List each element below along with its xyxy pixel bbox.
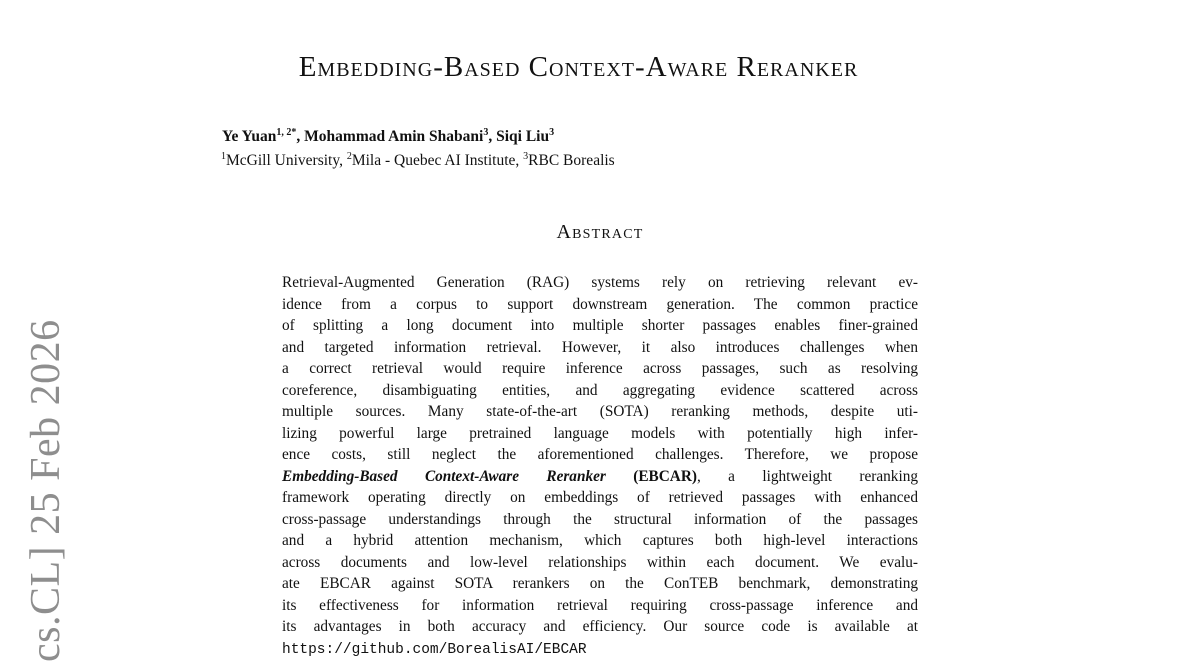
author-name: Mohammad Amin Shabani xyxy=(304,128,484,145)
abstract-line xyxy=(282,337,918,359)
abstract-body xyxy=(282,272,918,661)
affiliation-name: Mila - Quebec AI Institute, xyxy=(351,152,524,169)
abstract-text-segment: ate EBCAR against SOTA rerankers on the ConTEB benchmark, demonstrating xyxy=(282,575,918,592)
abstract-text-segment: Retrieval-Augmented Generation (RAG) systems rely on retrieving relevant ev- xyxy=(282,274,918,291)
abstract-line xyxy=(282,423,918,445)
abstract-line xyxy=(282,616,918,638)
abstract-text-segment: a correct retrieval would require inference across passages, such as resolving xyxy=(282,360,918,377)
affiliation-name: McGill University, xyxy=(226,152,347,169)
abstract-text-segment: and a hybrid attention mechanism, which captures both high-level interactions xyxy=(282,532,918,549)
affiliations-line xyxy=(221,146,615,171)
abstract-text-segment: framework operating directly on embeddings of retrieved passages with enhanced xyxy=(282,489,918,506)
abstract-text-segment: ence costs, still neglect the aforementioned challenges. Therefore, we propose xyxy=(282,446,918,463)
abstract-line xyxy=(282,487,918,509)
abstract-line xyxy=(282,401,918,423)
affiliation-superscript: 3 xyxy=(523,151,529,162)
paper-title: Embedding-Based Context-Aware Reranker xyxy=(298,51,859,83)
abstract-text-segment: idence from a corpus to support downstream generation. The common practice xyxy=(282,295,918,313)
abstract-text-segment: (EBCAR) xyxy=(633,467,697,485)
abstract-text-segment: its effectiveness for information retrieval requiring cross-passage inference and xyxy=(282,596,918,614)
abstract-text-segment: its advantages in both accuracy and efficiency. Our source code is available at xyxy=(282,618,918,635)
affiliation-name: RBC Borealis xyxy=(528,152,615,169)
author-affil-superscript: 3 xyxy=(483,127,489,138)
source-code-link[interactable]: https://github.com/BorealisAI/EBCAR xyxy=(282,641,587,658)
abstract-line xyxy=(282,272,918,294)
author-name: Ye Yuan xyxy=(222,128,277,145)
abstract-text-segment: across documents and low-level relationships within each document. We evalu- xyxy=(282,553,918,571)
abstract-line xyxy=(282,573,918,595)
author-affil-superscript: 1, 2* xyxy=(276,127,297,138)
abstract-text-segment: , a lightweight reranking xyxy=(696,467,918,485)
abstract-line xyxy=(282,552,918,574)
abstract-line xyxy=(282,358,918,380)
abstract-text-segment: and targeted information retrieval. However, it also introduces challenges when xyxy=(282,338,918,356)
abstract-text-segment: multiple sources. Many state-of-the-art (SOTA) reranking methods, despite uti- xyxy=(282,403,918,420)
abstract-line xyxy=(282,530,918,552)
arxiv-watermark: cs.CL] 25 Feb 2026 xyxy=(23,319,69,662)
affiliation-superscript: 2 xyxy=(346,151,352,162)
abstract-text-segment: cross-passage understandings through the structural information of the passages xyxy=(282,510,918,528)
abstract-line xyxy=(282,509,918,531)
abstract-text-segment xyxy=(606,468,633,485)
abstract-line xyxy=(282,638,918,662)
abstract-text-segment: lizing powerful large pretrained language models with potentially high infer- xyxy=(282,424,918,442)
abstract-line xyxy=(282,466,918,488)
abstract-line xyxy=(282,315,918,337)
abstract-line xyxy=(282,595,918,617)
abstract-text-segment: of splitting a long document into multiple shorter passages enables finer-grained xyxy=(282,317,918,334)
abstract-heading: Abstract xyxy=(556,221,644,243)
author-name: Siqi Liu xyxy=(496,128,550,145)
abstract-line xyxy=(282,444,918,466)
abstract-line xyxy=(282,380,918,402)
affiliation-superscript: 1 xyxy=(221,151,226,162)
abstract-text-segment: Embedding-Based Context-Aware Reranker xyxy=(282,467,606,485)
author-affil-superscript: 3 xyxy=(549,127,555,138)
abstract-text-segment: coreference, disambiguating entities, and aggregating evidence scattered across xyxy=(282,381,918,399)
abstract-line xyxy=(282,294,918,316)
authors-line: Ye Yuan$^{1, 2*}$, Mohammad Amin Shabani$^3$, Siqi Liu$^3$ xyxy=(222,127,555,145)
